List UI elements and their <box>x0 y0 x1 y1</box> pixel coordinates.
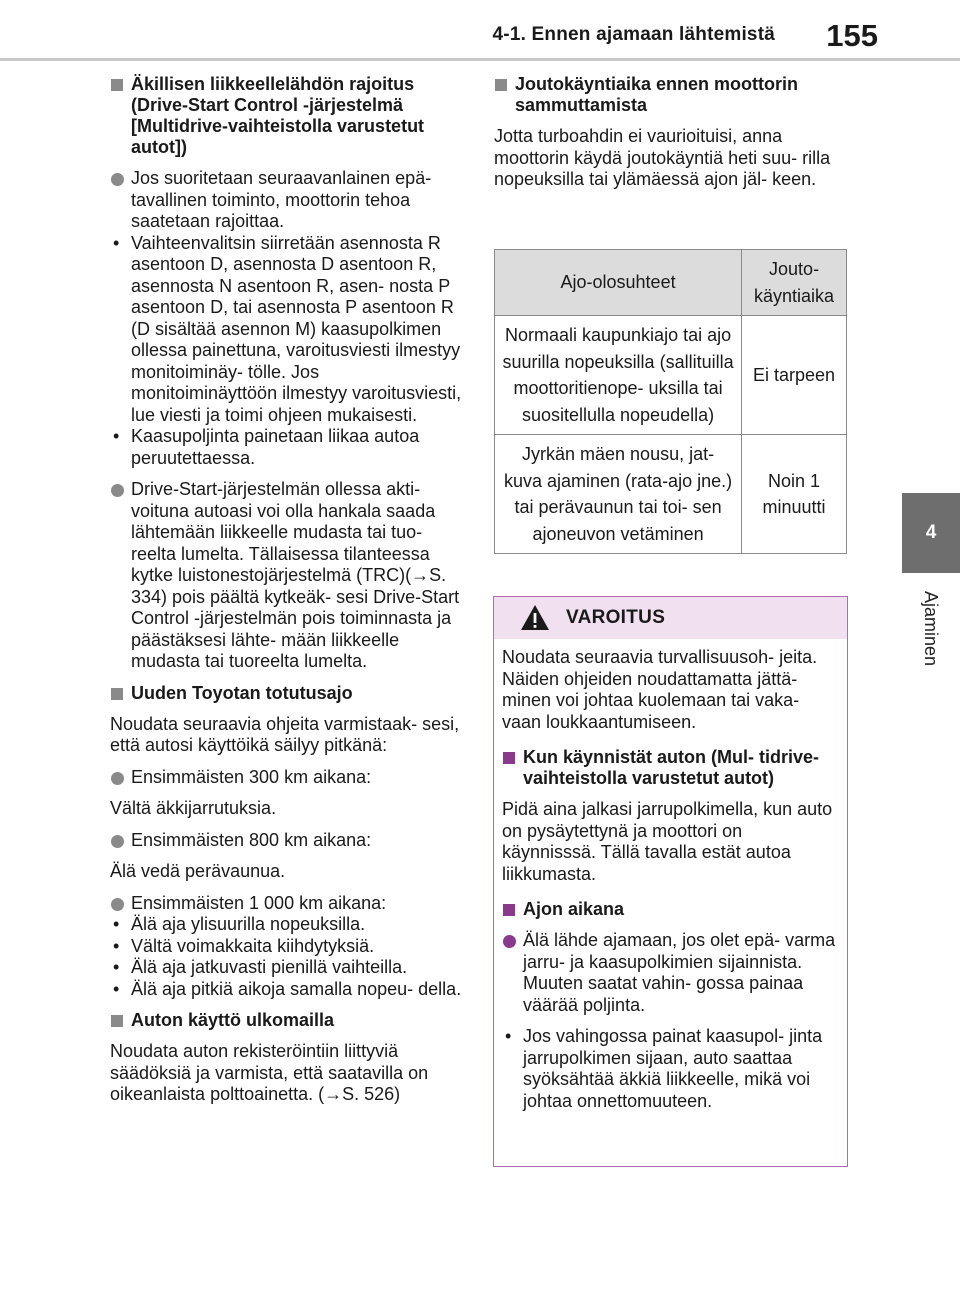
paragraph: Pidä aina jalkasi jarrupolkimella, kun auto on pysäytettynä ja moottori on käynnisssä. Tällä tavalla estät autoa liikkumasta. <box>502 799 833 884</box>
warning-box <box>493 596 848 1167</box>
bullet-list <box>110 914 465 1000</box>
bullet-list <box>502 1026 839 1112</box>
dot-item: Ensimmäisten 300 km aikana: <box>110 767 465 789</box>
bullet-item: • Älä aja ylisuurilla nopeuksilla. <box>110 914 465 936</box>
table-header-cell: Ajo-olosuhteet <box>495 250 742 316</box>
page-number: 155 <box>826 18 878 53</box>
table-row <box>495 316 847 435</box>
dot-item: Ensimmäisten 800 km aikana: <box>110 830 465 852</box>
table-cell: Noin 1 minuutti <box>742 435 847 554</box>
bullet-item: • Vältä voimakkaita kiihdytyksiä. <box>110 936 465 958</box>
dot-item: Älä lähde ajamaan, jos olet epä- varma jarru- ja kaasupolkimien sijainnista. Muuten saatat vahin- gossa painaa väärää poljinta. <box>502 930 839 1016</box>
table-row <box>495 435 847 554</box>
bullet-item: • Jos vahingossa painat kaasupol- jinta jarrupolkimen sijaan, auto saattaa syöksähtää äkkiä liikkeelle, mikä voi johtaa onnettomuuteen. <box>502 1026 839 1112</box>
heading-abroad: Auton käyttö ulkomailla <box>110 1010 465 1031</box>
dot-item: Ensimmäisten 1 000 km aikana: <box>110 893 465 915</box>
heading-break-in: Uuden Toyotan totutusajo <box>110 683 465 704</box>
warning-heading-driving: Ajon aikana <box>502 899 839 920</box>
table-cell: Jyrkän mäen nousu, jat- kuva ajaminen (rata-ajo jne.) tai perävaunun tai toi- sen ajoneuvon vetäminen <box>495 435 742 554</box>
warning-title: VAROITUS <box>566 607 666 628</box>
paragraph: Noudata seuraavia ohjeita varmistaak- sesi, että autosi käyttöikä säilyy pitkänä: <box>110 713 460 755</box>
paragraph: Jotta turboahdin ei vaurioituisi, anna moottorin käydä joutokäyntiä heti suu- rilla nopeuksilla tai ylämäessä ajon jäl- keen. <box>494 126 831 189</box>
idle-time-table <box>494 249 847 554</box>
warning-intro: Noudata seuraavia turvallisuusoh- jeita. <box>502 647 818 667</box>
section-title: 4-1. Ennen ajamaan lähtemistä <box>492 24 775 45</box>
chapter-label <box>916 578 946 678</box>
bullet-list <box>110 233 465 470</box>
warning-header <box>494 597 847 639</box>
left-column <box>110 74 465 1116</box>
paragraph: Älä vedä perävaunua. <box>110 861 286 881</box>
table-cell: Ei tarpeen <box>742 316 847 435</box>
page-header <box>0 0 960 62</box>
right-column <box>494 74 848 201</box>
warning-intro-2: Näiden ohjeiden noudattamatta jättä- minen voi johtaa kuolemaan tai vaka- vaan loukkaantumiseen. <box>502 668 800 732</box>
table-cell: Normaali kaupunkiajo tai ajo suurilla nopeuksilla (sallituilla moottoritienope- uksilla tai suositellulla nopeudella) <box>495 316 742 435</box>
bullet-item: • Vaihteenvalitsin siirretään asennosta R asentoon D, asennosta D asentoon R, asennosta N asentoon R, asen- nosta P asentoon D, tai asennosta P asentoon R (D sisältää asennon M) kaasupolkimen ollessa painettuna, varoitusviesti ilmestyy monitoiminäy- tölle. Jos monitoiminäyttöön ilmestyy varoitusviesti, lue viesti ja toimi ohjeen mukaisesti. <box>110 233 465 427</box>
table-header-cell: Jouto- käyntiaika <box>742 250 847 316</box>
dot-item: Drive-Start-järjestelmän ollessa akti- voituna autoasi voi olla hankala saada lähtemään liikkeelle mudasta tai tuo- reelta lumelta. Tällaisessa tilanteessa kytke luistonestojärjestelmä (TRC)(→S. 334) pois päältä kytkeäk- sesi Drive-Start Control -järjestelmän pois toiminnasta ja päästäksesi lähte- mään liikkeelle mudasta tai tuoreelta lumelta. <box>110 479 465 673</box>
table-header-row <box>495 250 847 316</box>
chapter-tab[interactable] <box>902 493 960 573</box>
header-divider <box>0 58 960 61</box>
dot-item: Jos suoritetaan seuraavanlainen epä- tavallinen toiminto, moottorin tehoa saatetaan rajoittaa. <box>110 168 465 233</box>
warning-triangle-icon <box>520 603 550 633</box>
paragraph: Vältä äkkijarrutuksia. <box>110 798 277 818</box>
warning-body <box>494 639 847 1112</box>
warning-heading-start: Kun käynnistät auton (Mul- tidrive-vaihteistolla varustetut autot) <box>502 747 839 789</box>
bullet-item: • Älä aja pitkiä aikoja samalla nopeu- della. <box>110 979 465 1001</box>
bullet-item: • Kaasupoljinta painetaan liikaa autoa peruutettaessa. <box>110 426 465 469</box>
chapter-number: 4 <box>925 522 937 543</box>
heading-start-control: Äkillisen liikkeellelähdön rajoitus (Drive-Start Control -järjestelmä [Multidrive-vaihteistolla varustetut autot]) <box>110 74 465 158</box>
heading-idle-time: Joutokäyntiaika ennen moottorin sammuttamista <box>494 74 848 116</box>
paragraph: Noudata auton rekisteröintiin liittyviä säädöksiä ja varmista, että saatavilla on oikeanlaista polttoainetta. (→S. 526) <box>110 1041 429 1104</box>
bullet-item: • Älä aja jatkuvasti pienillä vaihteilla. <box>110 957 465 979</box>
chapter-name: Ajaminen <box>921 590 942 666</box>
